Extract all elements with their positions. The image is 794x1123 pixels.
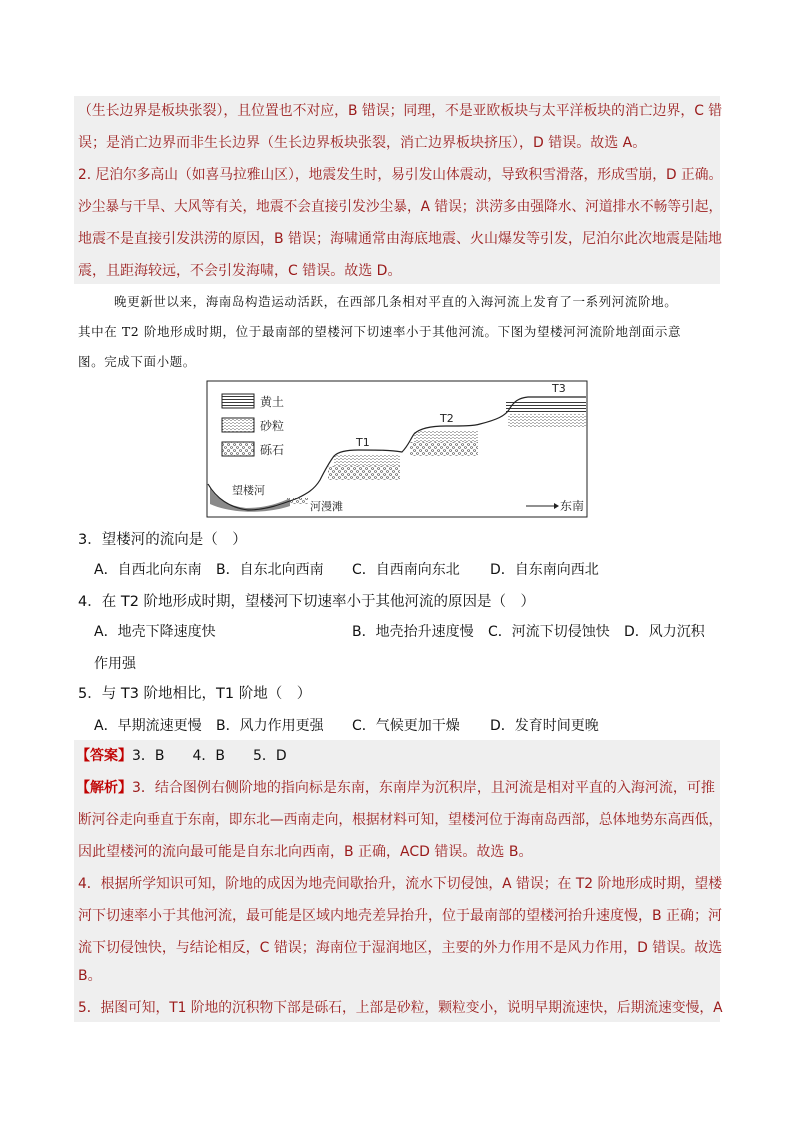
direction-label: 东南 (560, 499, 585, 513)
analysis-line: 4．根据所学知识可知，阶地的成因为地壳间歇抬升，流水下切侵蚀，A 错误；在 T2 阶地形成时期，望楼 (78, 876, 723, 892)
explanation-line: 误；是消亡边界而非生长边界（生长边界板块张裂，消亡边界板块挤压），D 错误。故选 A。 (78, 135, 647, 151)
analysis-tag: 【解析】 (76, 780, 132, 796)
question-3-option-a[interactable]: A．自西北向东南 (94, 562, 202, 578)
direction-arrow-head (554, 503, 559, 509)
material-text: 图。完成下面小题。 (78, 354, 196, 369)
question-3-option-c[interactable]: C．自西南向东北 (352, 562, 460, 578)
top-explanation-background (74, 96, 723, 284)
t3-loess-layer (506, 400, 586, 414)
legend-sand-label: 砂粒 (260, 419, 285, 433)
question-5-option-a[interactable]: A．早期流速更慢 (94, 718, 202, 734)
river-label: 望楼河 (232, 484, 265, 497)
analysis-first-line (76, 778, 715, 798)
question-5-option-b[interactable]: B．风力作用更强 (216, 718, 324, 734)
analysis-line: 断河谷走向垂直于东南，即东北—西南走向，根据材料可知，望楼河位于海南岛西部，总体地势东高西低， (78, 812, 723, 828)
terrace-t2-label: T2 (440, 412, 454, 425)
t1-sand-layer (334, 454, 400, 466)
t1-gravel-layer (328, 466, 400, 480)
question-5-stem: 5．与 T3 阶地相比，T1 阶地（ ） (78, 686, 312, 702)
analysis-line: 河下切速率小于其他河流，最可能是区域内地壳差异抬升，位于最南部的望楼河抬升速度慢，B 正确；河 (78, 908, 723, 924)
answer-tag: 【答案】 (76, 748, 132, 764)
terrace-t1-label: T1 (356, 436, 370, 449)
analysis-line: B。 (78, 968, 102, 984)
answer-line (76, 746, 287, 766)
legend-sand-swatch (222, 418, 254, 432)
legend-gravel-swatch (222, 442, 254, 456)
analysis-line: 流下切侵蚀快，与结论相反，C 错误；海南位于湿润地区，主要的外力作用不是风力作用，D 错误。故选 (78, 940, 723, 956)
question-5-option-d[interactable]: D．发育时间更晚 (490, 718, 599, 734)
question-4-option-a[interactable]: A．地壳下降速度快 (94, 624, 216, 640)
explanation-line: 沙尘暴与干旱、大风等有关，地震不会直接引发沙尘暴，A 错误；洪涝多由强降水、河道排水不畅等引起， (78, 199, 723, 215)
question-4-option-d-wrap: 作用强 (94, 656, 136, 672)
explanation-line: 地震不是直接引发洪涝的原因，B 错误；海啸通常由海底地震、火山爆发等引发，尼泊尔此次地震是陆地 (78, 231, 723, 247)
terrace-t3-label: T3 (552, 382, 566, 395)
question-5-option-c[interactable]: C．气候更加干燥 (352, 718, 460, 734)
t2-gravel-layer (410, 442, 478, 456)
explanation-line: 震，且距海较远，不会引发海啸，C 错误。故选 D。 (78, 263, 402, 279)
explanation-line: （生长边界是板块张裂），且位置也不对应，B 错误；同理，不是亚欧板块与太平洋板块的消亡边界，C 错 (78, 103, 723, 119)
question-4-stem: 4．在 T2 阶地形成时期，望楼河下切速率小于其他河流的原因是（ ） (78, 594, 536, 610)
floodplain-label: 河漫滩 (310, 500, 343, 513)
answer-text: 3．B 4．B 5．D (132, 748, 287, 764)
legend-gravel-label: 砾石 (260, 443, 285, 457)
legend-loess-swatch (222, 394, 254, 408)
t2-sand-layer (414, 430, 478, 442)
question-4-option-c[interactable]: C．河流下切侵蚀快 (488, 624, 610, 640)
question-3-stem: 3．望楼河的流向是（ ） (78, 532, 247, 548)
question-4-option-d[interactable]: D．风力沉积 (624, 624, 705, 640)
material-text: 晚更新世以来，海南岛构造运动活跃，在西部几条相对平直的入海河流上发育了一系列河流阶地。 (114, 294, 678, 309)
analysis-line: 5．据图可知，T1 阶地的沉积物下部是砾石，上部是砂粒，颗粒变小，说明早期流速快，后期流速变慢，A (78, 1000, 723, 1016)
question-3-option-b[interactable]: B．自东北向西南 (216, 562, 324, 578)
material-text: 其中在 T2 阶地形成时期，位于最南部的望楼河下切速率小于其他河流。下图为望楼河河流阶地剖面示意 (78, 324, 682, 339)
analysis-text: 3．结合图例右侧阶地的指向标是东南，东南岸为沉积岸，且河流是相对平直的入海河流，可推 (132, 780, 715, 796)
question-3-option-d[interactable]: D．自东南向西北 (490, 562, 599, 578)
legend-loess-label: 黄土 (260, 395, 285, 409)
t3-sand-layer (508, 414, 586, 428)
analysis-line: 因此望楼河的流向最可能是自东北向西南，B 正确，ACD 错误。故选 B。 (78, 844, 533, 860)
question-4-option-b[interactable]: B．地壳抬升速度慢 (352, 624, 474, 640)
terrace-profile-diagram (206, 380, 588, 520)
explanation-line: 2. 尼泊尔多高山（如喜马拉雅山区），地震发生时，易引发山体震动，导致积雪滑落，形成雪崩，D 正确。 (78, 167, 723, 183)
